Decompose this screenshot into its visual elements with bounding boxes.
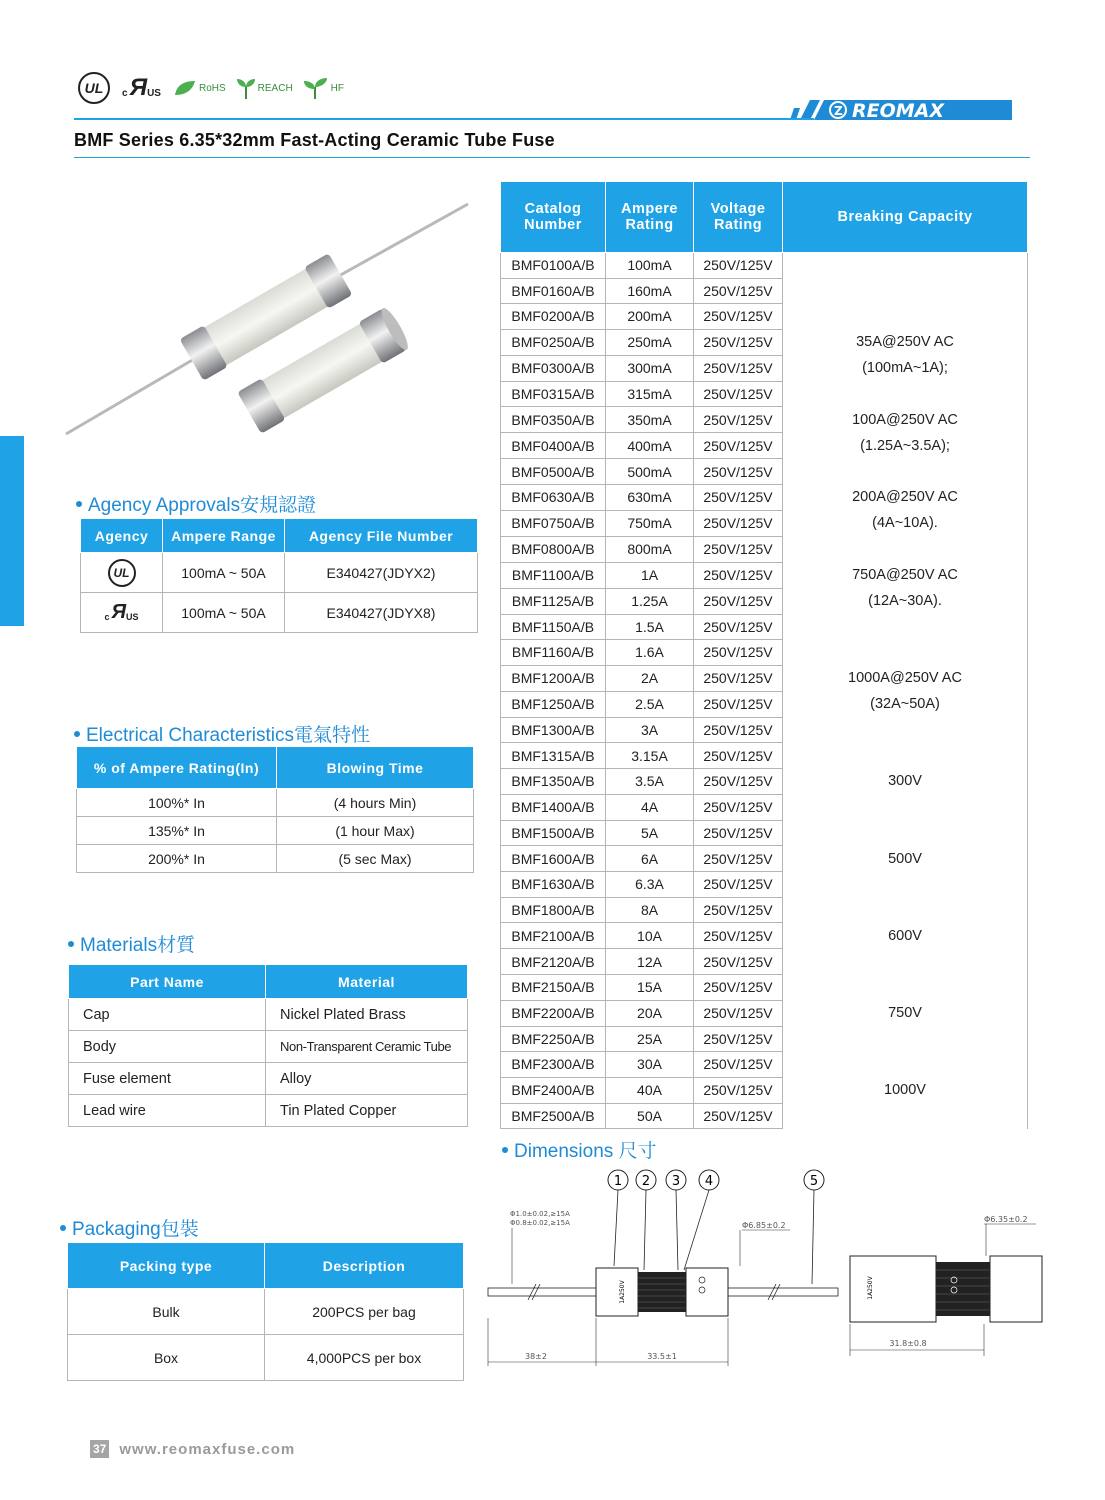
agency-heading: Agency Approvals安規認證: [76, 490, 316, 517]
voltage-cell: 250V/125V: [694, 1077, 783, 1103]
catalog-number-cell: BMF1350A/B: [501, 768, 606, 794]
table-row: Cap Nickel Plated Brass: [69, 999, 468, 1031]
table-row: [501, 536, 1028, 562]
table-row: [501, 304, 1028, 330]
table-row: UL 100mA ~ 50A E340427(JDYX2): [81, 553, 478, 593]
materials-heading: Materials材質: [68, 930, 195, 957]
table-row: Lead wire Tin Plated Copper: [69, 1095, 468, 1127]
table-row: Body Non-Transparent Ceramic Tube: [69, 1031, 468, 1063]
table-row: [501, 923, 1028, 949]
catalog-table: [500, 181, 1028, 1129]
cru-us-logo: c Я US: [122, 74, 161, 101]
ampere-cell: 3.5A: [606, 768, 694, 794]
voltage-cell: 250V/125V: [694, 484, 783, 510]
table-row: [501, 407, 1028, 433]
breaking-capacity-cell: [783, 897, 1028, 923]
ampere-cell: 15A: [606, 974, 694, 1000]
catalog-number-cell: BMF1150A/B: [501, 614, 606, 640]
voltage-cell: 250V/125V: [694, 846, 783, 872]
breaking-capacity-cell: [783, 743, 1028, 769]
catalog-col-number: Catalog Number: [501, 182, 606, 253]
breaking-capacity-cell: (1.25A~3.5A);: [783, 433, 1028, 459]
ampere-cell: 315mA: [606, 381, 694, 407]
table-row: [501, 665, 1028, 691]
catalog-number-cell: BMF2250A/B: [501, 1026, 606, 1052]
breaking-capacity-cell: [783, 1052, 1028, 1078]
ampere-cell: 2.5A: [606, 691, 694, 717]
lead-length-label: 38±2: [525, 1352, 547, 1361]
header-rule: [74, 118, 814, 120]
breaking-capacity-cell: [783, 820, 1028, 846]
ampere-cell: 25A: [606, 1026, 694, 1052]
ampere-cell: 1.6A: [606, 640, 694, 666]
elec-col-rating: % of Ampere Rating(In): [77, 747, 277, 789]
callout-4: [699, 1170, 719, 1190]
breaking-capacity-cell: [783, 974, 1028, 1000]
table-row: [501, 1052, 1028, 1078]
catalog-number-cell: BMF1315A/B: [501, 743, 606, 769]
tube-dia-label: Φ6.35±0.2: [984, 1215, 1028, 1224]
catalog-number-cell: BMF0800A/B: [501, 536, 606, 562]
catalog-col-ampere: Ampere Rating: [606, 182, 694, 253]
breaking-capacity-cell: 300V: [783, 768, 1028, 794]
mat-col-material: Material: [266, 965, 468, 999]
footer: [90, 1440, 295, 1458]
catalog-number-cell: BMF2300A/B: [501, 1052, 606, 1078]
voltage-cell: 250V/125V: [694, 665, 783, 691]
wire-dia-label: Φ0.8±0.02,≥15A: [510, 1219, 570, 1227]
catalog-number-cell: BMF2500A/B: [501, 1103, 606, 1129]
ampere-cell: 8A: [606, 897, 694, 923]
breaking-capacity-cell: 200A@250V AC: [783, 484, 1028, 510]
table-row: [501, 614, 1028, 640]
certification-logos: [78, 70, 344, 106]
breaking-capacity-cell: [783, 459, 1028, 485]
catalog-number-cell: BMF1200A/B: [501, 665, 606, 691]
table-row: [501, 974, 1028, 1000]
table-row: [501, 897, 1028, 923]
breaking-capacity-cell: 750A@250V AC: [783, 562, 1028, 588]
breaking-capacity-cell: (4A~10A).: [783, 510, 1028, 536]
ampere-cell: 500mA: [606, 459, 694, 485]
pack-col-desc: Description: [265, 1243, 464, 1289]
catalog-number-cell: BMF1400A/B: [501, 794, 606, 820]
catalog-number-cell: BMF0160A/B: [501, 278, 606, 304]
voltage-cell: 250V/125V: [694, 253, 783, 279]
voltage-cell: 250V/125V: [694, 640, 783, 666]
breaking-capacity-cell: 35A@250V AC: [783, 329, 1028, 355]
ampere-cell: 6A: [606, 846, 694, 872]
ampere-cell: 1A: [606, 562, 694, 588]
ul-logo: UL: [78, 72, 110, 104]
page-number: 37: [90, 1440, 109, 1458]
svg-text:5: 5: [809, 1174, 819, 1189]
voltage-cell: 250V/125V: [694, 510, 783, 536]
breaking-capacity-cell: [783, 278, 1028, 304]
catalog-number-cell: BMF0400A/B: [501, 433, 606, 459]
catalog-number-cell: BMF0630A/B: [501, 484, 606, 510]
voltage-cell: 250V/125V: [694, 923, 783, 949]
cru-us-logo: c Я US: [104, 601, 139, 623]
electrical-table: [76, 746, 474, 873]
table-row: [501, 640, 1028, 666]
agency-col-range: Ampere Range: [163, 519, 285, 553]
ampere-cell: 750mA: [606, 510, 694, 536]
table-row: [501, 872, 1028, 898]
breaking-capacity-cell: [783, 381, 1028, 407]
voltage-cell: 250V/125V: [694, 1026, 783, 1052]
breaking-capacity-cell: 600V: [783, 923, 1028, 949]
breaking-capacity-cell: 1000A@250V AC: [783, 665, 1028, 691]
breaking-capacity-cell: [783, 949, 1028, 975]
agency-table: [80, 518, 478, 633]
website-url: www.reomaxfuse.com: [119, 1440, 296, 1458]
catalog-number-cell: BMF1300A/B: [501, 717, 606, 743]
breaking-capacity-cell: (12A~30A).: [783, 588, 1028, 614]
sprout-icon: [236, 77, 256, 99]
catalog-number-cell: BMF1250A/B: [501, 691, 606, 717]
table-row: [501, 484, 1028, 510]
ampere-cell: 1.5A: [606, 614, 694, 640]
rating-marking: 1A250V: [619, 1280, 626, 1304]
breaking-capacity-cell: [783, 253, 1028, 279]
voltage-cell: 250V/125V: [694, 381, 783, 407]
svg-text:1: 1: [613, 1174, 623, 1189]
breaking-capacity-cell: [783, 872, 1028, 898]
catalog-number-cell: BMF0500A/B: [501, 459, 606, 485]
breaking-capacity-cell: [783, 614, 1028, 640]
title-underline: [74, 157, 1030, 158]
catalog-number-cell: BMF0350A/B: [501, 407, 606, 433]
sprout-icon: [303, 77, 329, 99]
ampere-cell: 350mA: [606, 407, 694, 433]
body-length-label: 33.5±1: [647, 1352, 677, 1361]
table-row: Bulk 200PCS per bag: [68, 1289, 464, 1335]
voltage-cell: 250V/125V: [694, 768, 783, 794]
breaking-capacity-cell: 750V: [783, 1000, 1028, 1026]
table-row: [501, 329, 1028, 355]
breaking-capacity-cell: [783, 304, 1028, 330]
side-section-tab: [0, 436, 24, 626]
elec-col-time: Blowing Time: [277, 747, 474, 789]
table-row: [501, 846, 1028, 872]
catalog-number-cell: BMF0300A/B: [501, 355, 606, 381]
voltage-cell: 250V/125V: [694, 614, 783, 640]
voltage-cell: 250V/125V: [694, 820, 783, 846]
voltage-cell: 250V/125V: [694, 536, 783, 562]
voltage-cell: 250V/125V: [694, 872, 783, 898]
ampere-cell: 12A: [606, 949, 694, 975]
ampere-cell: 30A: [606, 1052, 694, 1078]
table-row: [501, 1077, 1028, 1103]
fuse-product-photo: [60, 196, 480, 446]
voltage-cell: 250V/125V: [694, 407, 783, 433]
table-row: Box 4,000PCS per box: [68, 1335, 464, 1381]
voltage-cell: 250V/125V: [694, 974, 783, 1000]
table-row: [501, 433, 1028, 459]
table-row: [501, 1103, 1028, 1129]
voltage-cell: 250V/125V: [694, 743, 783, 769]
ampere-cell: 200mA: [606, 304, 694, 330]
ampere-cell: 300mA: [606, 355, 694, 381]
voltage-cell: 250V/125V: [694, 329, 783, 355]
breaking-capacity-cell: [783, 794, 1028, 820]
agency-col-file: Agency File Number: [285, 519, 478, 553]
ampere-cell: 40A: [606, 1077, 694, 1103]
rohs-logo: RoHS: [173, 79, 226, 97]
ul-logo: UL: [108, 559, 136, 587]
cap-dia-label: Φ6.85±0.2: [742, 1221, 786, 1230]
voltage-cell: 250V/125V: [694, 717, 783, 743]
dimension-drawing: [484, 1166, 1044, 1386]
mat-col-part: Part Name: [69, 965, 266, 999]
catalog-number-cell: BMF1125A/B: [501, 588, 606, 614]
svg-text:4: 4: [704, 1174, 714, 1189]
materials-table: [68, 964, 468, 1127]
voltage-cell: 250V/125V: [694, 1103, 783, 1129]
catalog-number-cell: BMF2120A/B: [501, 949, 606, 975]
ampere-cell: 630mA: [606, 484, 694, 510]
table-row: [501, 510, 1028, 536]
packaging-heading: Packaging包裝: [60, 1214, 199, 1241]
breaking-capacity-cell: [783, 717, 1028, 743]
breaking-capacity-cell: (32A~50A): [783, 691, 1028, 717]
packaging-table: [67, 1242, 464, 1381]
callout-2: [636, 1170, 656, 1190]
voltage-cell: 250V/125V: [694, 691, 783, 717]
breaking-capacity-cell: [783, 640, 1028, 666]
catalog-col-voltage: Voltage Rating: [694, 182, 783, 253]
breaking-capacity-cell: [783, 1026, 1028, 1052]
voltage-cell: 250V/125V: [694, 794, 783, 820]
voltage-cell: 250V/125V: [694, 278, 783, 304]
table-row: c Я US 100mA ~ 50A E340427(JDYX8): [81, 593, 478, 633]
catalog-number-cell: BMF0100A/B: [501, 253, 606, 279]
catalog-number-cell: BMF2150A/B: [501, 974, 606, 1000]
catalog-number-cell: BMF0250A/B: [501, 329, 606, 355]
catalog-number-cell: BMF2100A/B: [501, 923, 606, 949]
voltage-cell: 250V/125V: [694, 588, 783, 614]
voltage-cell: 250V/125V: [694, 1000, 783, 1026]
leaf-icon: [173, 79, 197, 97]
table-row: 135%* In (1 hour Max): [77, 817, 474, 845]
dimensions-heading: Dimensions 尺寸: [502, 1136, 657, 1163]
breaking-capacity-cell: 500V: [783, 846, 1028, 872]
voltage-cell: 250V/125V: [694, 1052, 783, 1078]
electrical-heading: Electrical Characteristics電氣特性: [74, 720, 370, 747]
catalog-number-cell: BMF0315A/B: [501, 381, 606, 407]
table-row: [501, 381, 1028, 407]
ampere-cell: 6.3A: [606, 872, 694, 898]
catalog-number-cell: BMF2400A/B: [501, 1077, 606, 1103]
fuse-length-label: 31.8±0.8: [889, 1339, 927, 1348]
table-row: [501, 768, 1028, 794]
ampere-cell: 5A: [606, 820, 694, 846]
catalog-number-cell: BMF1100A/B: [501, 562, 606, 588]
reach-logo: REACH: [236, 77, 293, 99]
callout-1: [608, 1170, 628, 1190]
agency-col-agency: Agency: [81, 519, 163, 553]
ampere-cell: 3.15A: [606, 743, 694, 769]
ampere-cell: 50A: [606, 1103, 694, 1129]
ampere-cell: 3A: [606, 717, 694, 743]
voltage-cell: 250V/125V: [694, 562, 783, 588]
catalog-number-cell: BMF1800A/B: [501, 897, 606, 923]
catalog-number-cell: BMF2200A/B: [501, 1000, 606, 1026]
table-row: [501, 278, 1028, 304]
callout-5: [804, 1170, 824, 1190]
table-row: [501, 794, 1028, 820]
table-row: [501, 691, 1028, 717]
table-row: [501, 253, 1028, 279]
table-row: [501, 717, 1028, 743]
ampere-cell: 100mA: [606, 253, 694, 279]
catalog-number-cell: BMF1160A/B: [501, 640, 606, 666]
table-row: [501, 1000, 1028, 1026]
ampere-cell: 1.25A: [606, 588, 694, 614]
voltage-cell: 250V/125V: [694, 355, 783, 381]
rating-marking: 1A250V: [867, 1276, 874, 1300]
ampere-cell: 400mA: [606, 433, 694, 459]
catalog-body: [501, 253, 1028, 1129]
ampere-cell: 2A: [606, 665, 694, 691]
catalog-number-cell: BMF1600A/B: [501, 846, 606, 872]
table-row: [501, 459, 1028, 485]
table-row: [501, 743, 1028, 769]
voltage-cell: 250V/125V: [694, 433, 783, 459]
voltage-cell: 250V/125V: [694, 304, 783, 330]
catalog-number-cell: BMF0750A/B: [501, 510, 606, 536]
svg-text:Z: Z: [834, 104, 843, 118]
catalog-col-breaking: Breaking Capacity: [783, 182, 1028, 253]
ampere-cell: 250mA: [606, 329, 694, 355]
breaking-capacity-cell: (100mA~1A);: [783, 355, 1028, 381]
table-row: [501, 820, 1028, 846]
voltage-cell: 250V/125V: [694, 949, 783, 975]
breaking-capacity-cell: [783, 1103, 1028, 1129]
pack-col-type: Packing type: [68, 1243, 265, 1289]
wire-dia-label: Φ1.0±0.02,≥15A: [510, 1210, 570, 1218]
hf-logo: HF: [303, 77, 344, 99]
page-title: BMF Series 6.35*32mm Fast-Acting Ceramic Tube Fuse: [74, 130, 555, 150]
brand-logo: [790, 98, 1012, 122]
table-row: [501, 588, 1028, 614]
breaking-capacity-cell: [783, 536, 1028, 562]
table-row: [501, 949, 1028, 975]
table-row: [501, 1026, 1028, 1052]
ampere-cell: 160mA: [606, 278, 694, 304]
callout-3: [666, 1170, 686, 1190]
brand-name: REOMAX: [852, 100, 945, 122]
ampere-cell: 10A: [606, 923, 694, 949]
voltage-cell: 250V/125V: [694, 897, 783, 923]
svg-text:2: 2: [641, 1174, 651, 1189]
voltage-cell: 250V/125V: [694, 459, 783, 485]
catalog-number-cell: BMF1500A/B: [501, 820, 606, 846]
table-row: Fuse element Alloy: [69, 1063, 468, 1095]
breaking-capacity-cell: 1000V: [783, 1077, 1028, 1103]
ampere-cell: 20A: [606, 1000, 694, 1026]
breaking-capacity-cell: 100A@250V AC: [783, 407, 1028, 433]
catalog-number-cell: BMF0200A/B: [501, 304, 606, 330]
table-row: 100%* In (4 hours Min): [77, 789, 474, 817]
table-row: 200%* In (5 sec Max): [77, 845, 474, 873]
ampere-cell: 4A: [606, 794, 694, 820]
ampere-cell: 800mA: [606, 536, 694, 562]
svg-text:3: 3: [671, 1174, 681, 1189]
catalog-number-cell: BMF1630A/B: [501, 872, 606, 898]
table-row: [501, 355, 1028, 381]
table-row: [501, 562, 1028, 588]
